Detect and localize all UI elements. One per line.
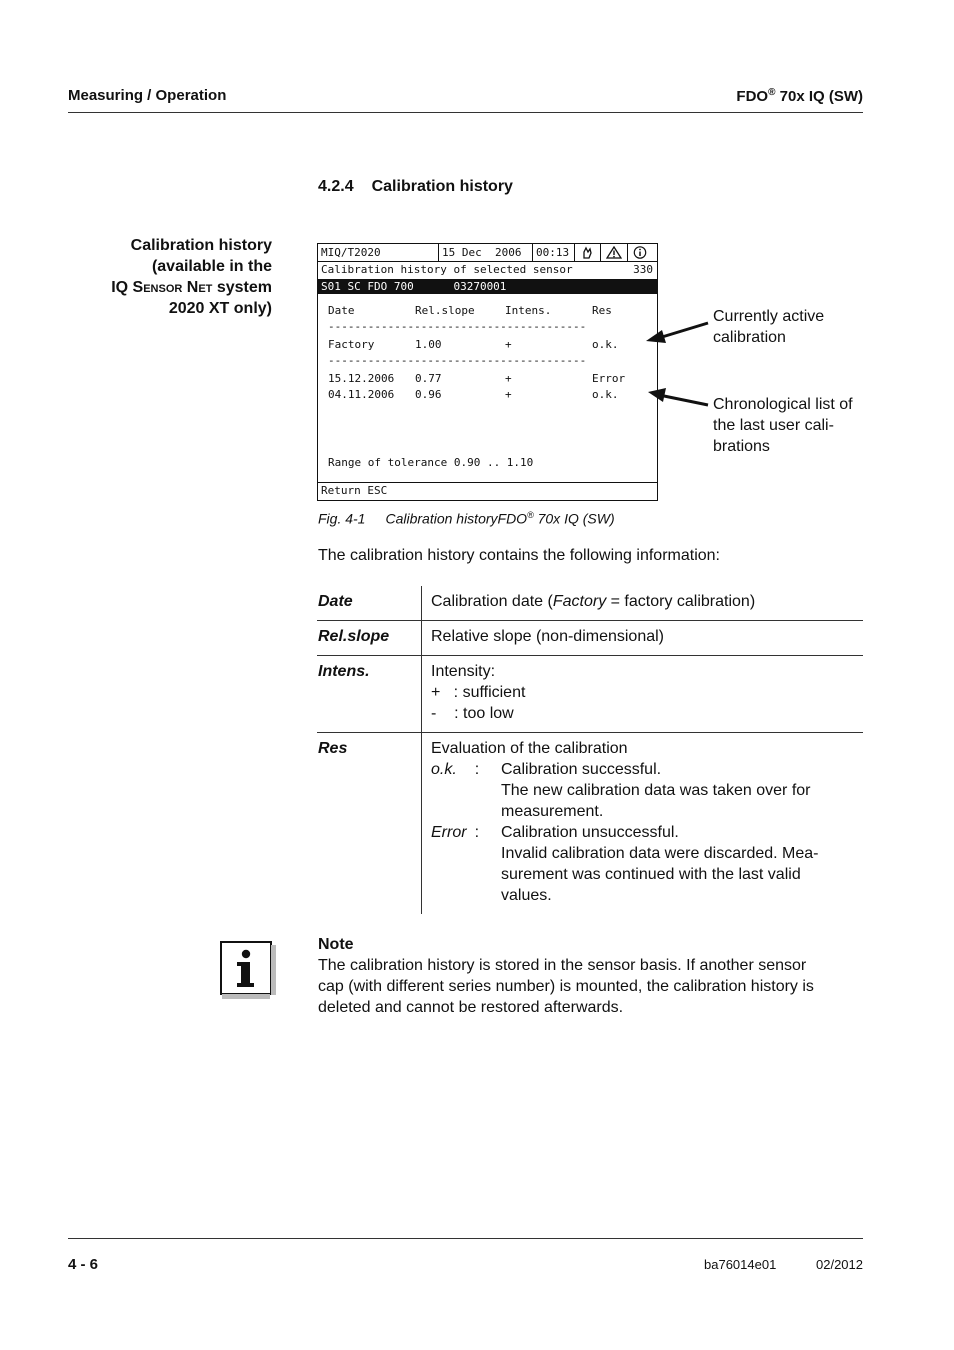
lcd-divider <box>574 244 575 261</box>
lcd-status-device: MIQ/T2020 <box>321 246 381 259</box>
table-key: Date <box>317 586 422 620</box>
table-line: - : too low <box>431 705 514 722</box>
table-line: Calibration unsuccessful. <box>501 824 679 841</box>
info-icon <box>633 246 647 259</box>
lcd-cell: Factory <box>328 338 375 351</box>
callout-list <box>713 394 853 457</box>
doc-date: 02/2012 <box>816 1257 863 1272</box>
lcd-title-code: 330 <box>633 263 653 276</box>
lcd-divider <box>627 244 628 261</box>
lcd-cell: Error <box>592 372 626 385</box>
info-table <box>317 586 863 914</box>
running-header-right <box>736 87 863 105</box>
callout-line: Chronological list of <box>713 396 853 413</box>
section-number: 4.2.4 <box>318 178 354 195</box>
lcd-col-relslope: Rel.slope <box>415 304 475 317</box>
lcd-status-date: 15 Dec 2006 <box>442 246 522 259</box>
lcd-col-date: Date <box>328 304 355 317</box>
lcd-screenshot <box>317 243 658 501</box>
table-key: Res <box>317 733 422 914</box>
callout-line: brations <box>713 438 770 455</box>
lcd-cell: o.k. <box>592 388 619 401</box>
note-line: The calibration history is stored in the sensor basis. If another sensor <box>318 957 807 974</box>
note-line: deleted and cannot be restored afterwards. <box>318 999 624 1016</box>
lcd-range: Range of tolerance 0.90 .. 1.10 <box>328 456 534 469</box>
callout-line: calibration <box>713 329 786 346</box>
lcd-col-intens: Intens. <box>505 304 552 317</box>
callout-active <box>713 306 824 348</box>
table-key: Rel.slope <box>317 621 422 655</box>
lcd-divider <box>532 244 533 261</box>
table-value: Calibration date (Factory = factory calibration) <box>431 593 756 610</box>
callout-line: Currently active <box>713 308 825 325</box>
margin-note-line: Calibration history <box>130 237 272 254</box>
table-line: values. <box>501 887 552 904</box>
lcd-col-res: Res <box>592 304 612 317</box>
table-line: Intensity: <box>431 663 496 680</box>
res-error-tag: Error <box>431 824 467 841</box>
running-header-left: Measuring / Operation <box>68 87 227 104</box>
lcd-dashes: --------------------------------------- <box>328 354 587 367</box>
lcd-title: Calibration history of selected sensor <box>321 263 573 276</box>
lcd-sensor-line: S01 SC FDO 700 03270001 <box>321 280 507 293</box>
table-line: surement was continued with the last valid <box>501 866 801 883</box>
table-row <box>317 586 863 620</box>
info-icon <box>220 941 272 995</box>
page-number: 4 - 6 <box>68 1256 99 1273</box>
section-title: Calibration history <box>371 178 513 195</box>
section-heading <box>318 178 513 196</box>
lcd-rule <box>318 482 657 483</box>
lcd-cell: 15.12.2006 <box>328 372 395 385</box>
res-ok: o.k. : Calibration successful. The new calibration data was taken over for measurement. <box>431 761 811 820</box>
lcd-sensor-bar <box>318 279 657 294</box>
note-title: Note <box>318 936 354 953</box>
table-line: The new calibration data was taken over for <box>501 782 811 799</box>
margin-note <box>42 235 272 319</box>
table-line: Invalid calibration data were discarded. Mea- <box>501 845 819 862</box>
figure-caption <box>318 510 615 527</box>
lcd-rule <box>318 261 657 262</box>
table-row <box>317 655 863 732</box>
lcd-status-time: 00:13 <box>536 246 570 259</box>
warning-icon <box>606 246 622 259</box>
caption-tail: 70x IQ (SW) <box>533 510 615 527</box>
table-row <box>317 620 863 655</box>
margin-note-line: IQ Sensor Net system <box>111 279 272 296</box>
margin-note-line: (available in the <box>151 258 272 275</box>
lcd-divider <box>600 244 601 261</box>
table-row <box>317 732 863 914</box>
lcd-cell: + <box>505 372 512 385</box>
table-value: Relative slope (non-dimensional) <box>431 628 665 645</box>
lcd-cell: o.k. <box>592 338 619 351</box>
lcd-dashes: --------------------------------------- <box>328 320 587 333</box>
margin-note-line: 2020 XT only) <box>168 300 272 317</box>
callout-arrows <box>640 315 715 415</box>
doc-number: ba76014e01 <box>704 1257 777 1272</box>
caption-sup: ® <box>527 510 534 520</box>
table-value <box>422 733 863 914</box>
lcd-cell: 04.11.2006 <box>328 388 395 401</box>
header-product-rest: 70x IQ (SW) <box>775 88 863 105</box>
res-ok-tag: o.k. <box>431 761 457 778</box>
header-reg-mark: ® <box>768 87 776 98</box>
intro-text: The calibration history contains the following information: <box>318 547 720 564</box>
lcd-cell: + <box>505 338 512 351</box>
lcd-cell: 1.00 <box>415 338 442 351</box>
table-line: measurement. <box>501 803 604 820</box>
lcd-divider <box>438 244 439 261</box>
lcd-cell: + <box>505 388 512 401</box>
table-line: Evaluation of the calibration <box>431 740 628 757</box>
note-line: cap (with different series number) is mounted, the calibration history is <box>318 978 814 995</box>
lcd-footer: Return ESC <box>321 484 388 497</box>
res-error: Error : Calibration unsuccessful. Invalid calibration data were discarded. Mea- surement was continued with the last valid values. <box>431 824 819 904</box>
table-line: Calibration successful. <box>501 761 662 778</box>
header-rule <box>68 112 863 113</box>
callout-line: the last user cali- <box>713 417 834 434</box>
header-product: FDO <box>736 88 769 105</box>
caption-text: Calibration historyFDO <box>385 510 528 527</box>
lcd-cell: 0.77 <box>415 372 442 385</box>
note-block <box>318 934 863 1018</box>
hand-icon <box>580 246 594 259</box>
table-value <box>422 656 863 732</box>
table-key: Intens. <box>317 656 422 732</box>
caption-label: Fig. 4-1 <box>318 510 366 527</box>
lcd-cell: 0.96 <box>415 388 442 401</box>
table-line: + : sufficient <box>431 684 526 701</box>
footer-rule <box>68 1238 863 1239</box>
